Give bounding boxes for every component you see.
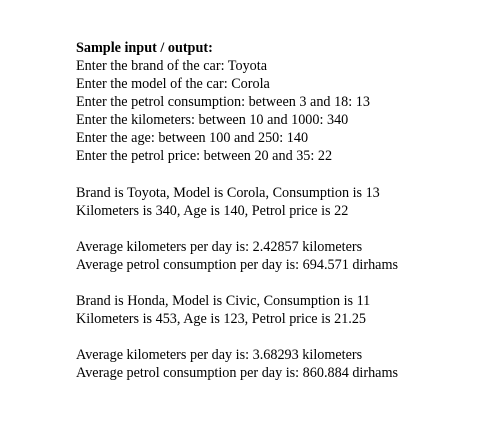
input-section [76, 39, 486, 165]
output-line: Average petrol consumption per day is: 694.571 dirhams [76, 257, 399, 273]
input-line-kilometers: Enter the kilometers: between 10 and 1000: 340 [76, 112, 349, 128]
output-block-averages-honda [76, 346, 486, 382]
output-line: Kilometers is 453, Age is 123, Petrol price is 21.25 [76, 311, 367, 327]
input-line-model: Enter the model of the car: Corola [76, 76, 270, 92]
sample-io-document [76, 39, 486, 382]
output-block-car-details-toyota [76, 184, 486, 220]
input-line-brand: Enter the brand of the car: Toyota [76, 58, 267, 74]
output-block-car-details-honda [76, 292, 486, 328]
section-heading: Sample input / output: [76, 40, 213, 56]
output-line: Brand is Honda, Model is Civic, Consumption is 11 [76, 293, 371, 309]
output-line: Brand is Toyota, Model is Corola, Consumption is 13 [76, 185, 380, 201]
output-block-averages-toyota [76, 238, 486, 274]
output-line: Average kilometers per day is: 2.42857 kilometers [76, 239, 363, 255]
input-line-consumption: Enter the petrol consumption: between 3 and 18: 13 [76, 94, 370, 110]
output-line: Average petrol consumption per day is: 860.884 dirhams [76, 365, 399, 381]
output-line: Kilometers is 340, Age is 140, Petrol price is 22 [76, 203, 349, 219]
input-line-age: Enter the age: between 100 and 250: 140 [76, 130, 309, 146]
output-line: Average kilometers per day is: 3.68293 kilometers [76, 347, 363, 363]
input-line-petrol-price: Enter the petrol price: between 20 and 35: 22 [76, 148, 333, 164]
